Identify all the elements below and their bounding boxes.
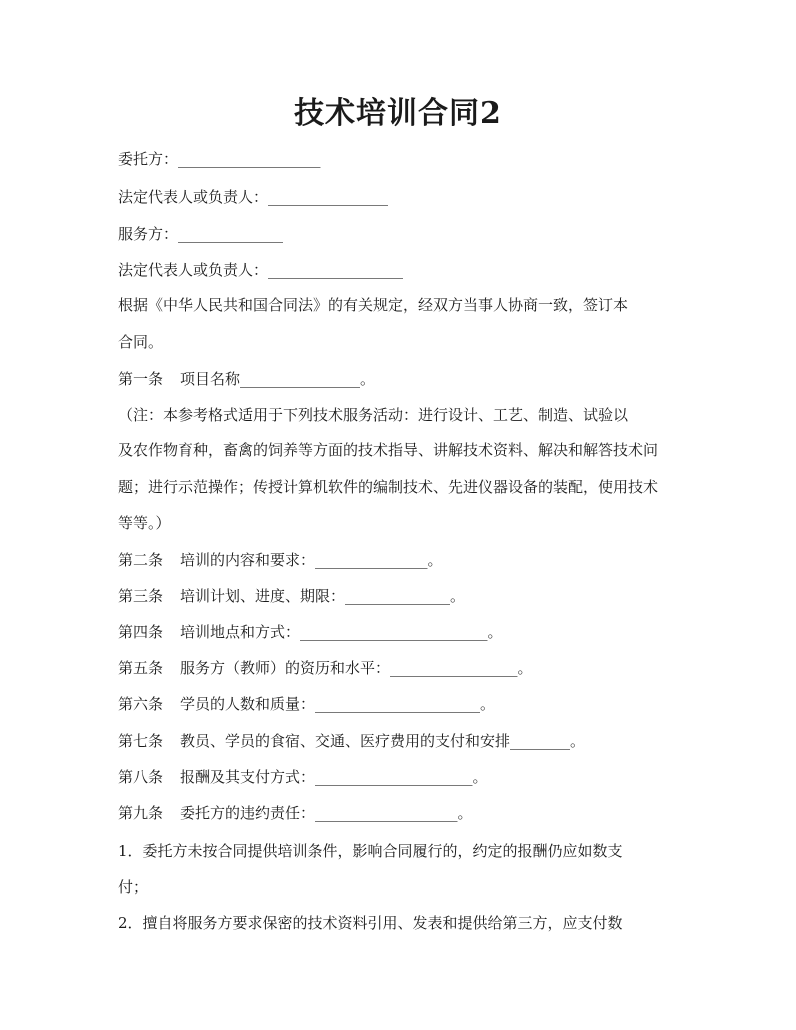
- article-9-text: 委托方的违约责任：___________________。: [180, 804, 473, 822]
- note-line-4: 等等。）: [118, 514, 171, 532]
- document-title: 技术培训合同2: [294, 96, 502, 131]
- article-2-label: 第二条: [118, 551, 164, 569]
- article-8: [118, 767, 488, 787]
- clause-1-line-1: 1．委托方未按合同提供培训条件，影响合同履行的，约定的报酬仍应如数支: [118, 842, 623, 860]
- article-3-text: 培训计划、进度、期限：______________。: [180, 587, 466, 605]
- article-3: [118, 586, 465, 606]
- article-4-label: 第四条: [118, 623, 164, 641]
- article-3-label: 第三条: [118, 587, 164, 605]
- article-7-label: 第七条: [118, 732, 164, 750]
- clause-2-line-1: 2．擅自将服务方要求保密的技术资料引用、发表和提供给第三方，应支付数: [118, 914, 623, 932]
- note-line-2: 及农作物育种，畜禽的饲养等方面的技术指导、讲解技术资料、解决和解答技术问: [118, 441, 659, 459]
- preamble-line-2: 合同。: [118, 333, 164, 351]
- article-9-label: 第九条: [118, 804, 164, 822]
- article-2: [118, 550, 443, 570]
- article-6-text: 学员的人数和质量：______________________。: [180, 695, 496, 713]
- article-4: [118, 622, 503, 642]
- provider-representative-line: 法定代表人或负责人：__________________: [118, 261, 404, 279]
- article-6: [118, 694, 495, 714]
- article-6-label: 第六条: [118, 695, 164, 713]
- article-7-text: 教员、学员的食宿、交通、医疗费用的支付和安排________。: [180, 732, 586, 750]
- article-7: [118, 731, 585, 751]
- article-1-label: 第一条: [118, 370, 164, 388]
- note-line-1: （注：本参考格式适用于下列技术服务活动：进行设计、工艺、制造、试验以: [118, 406, 629, 424]
- article-1: [118, 369, 375, 389]
- client-line: 委托方：___________________: [118, 150, 321, 168]
- article-4-text: 培训地点和方式：_________________________。: [180, 623, 503, 641]
- article-9: [118, 803, 473, 823]
- article-2-text: 培训的内容和要求：_______________。: [180, 551, 443, 569]
- article-5-text: 服务方（教师）的资历和水平：_________________。: [180, 659, 533, 677]
- client-representative-line: 法定代表人或负责人：________________: [118, 188, 389, 206]
- clause-1-line-2: 付；: [118, 878, 149, 896]
- article-5-label: 第五条: [118, 659, 164, 677]
- article-8-label: 第八条: [118, 768, 164, 786]
- preamble-line-1: 根据《中华人民共和国合同法》的有关规定，经双方当事人协商一致，签订本: [118, 296, 629, 314]
- note-line-3: 题；进行示范操作；传授计算机软件的编制技术、先进仪器设备的装配，使用技术: [118, 478, 659, 496]
- article-5: [118, 658, 533, 678]
- article-8-text: 报酬及其支付方式：_____________________。: [180, 768, 488, 786]
- article-1-text: 项目名称________________。: [180, 370, 376, 388]
- provider-line: 服务方：______________: [118, 225, 284, 243]
